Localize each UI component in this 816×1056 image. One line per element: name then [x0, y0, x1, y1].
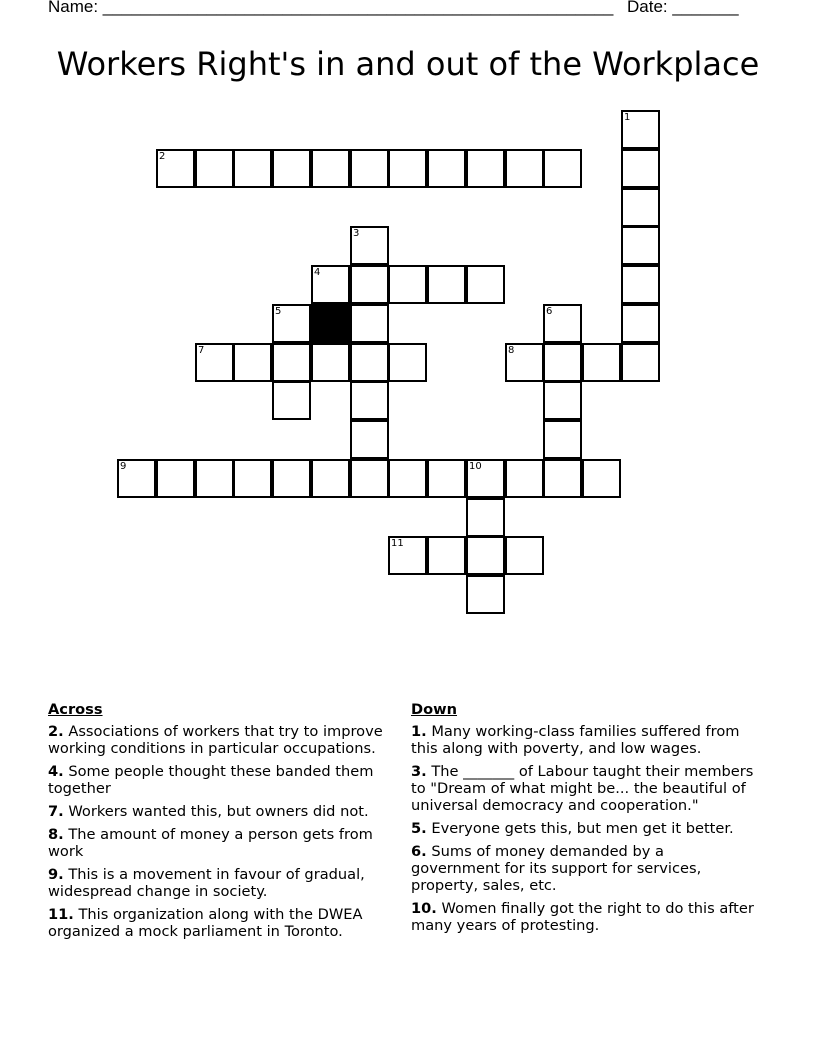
across-clues	[48, 701, 393, 946]
grid-cell[interactable]	[466, 498, 505, 537]
grid-cell[interactable]	[272, 149, 311, 188]
grid-cell[interactable]	[233, 459, 272, 498]
grid-cell[interactable]	[388, 343, 427, 382]
grid-cell[interactable]	[466, 265, 505, 304]
clue-number-label: 6	[546, 306, 553, 317]
down-clue	[411, 843, 756, 894]
clue-number: 4.	[48, 763, 64, 780]
grid-cell[interactable]	[543, 343, 582, 382]
clue-text: The amount of money a person gets from work	[48, 826, 373, 860]
grid-cell[interactable]	[621, 149, 660, 188]
grid-cell[interactable]	[427, 536, 466, 575]
grid-cell[interactable]	[350, 149, 389, 188]
grid-cell[interactable]	[466, 149, 505, 188]
grid-cell[interactable]	[466, 459, 505, 498]
grid-cell[interactable]	[350, 265, 389, 304]
grid-cell[interactable]	[543, 420, 582, 459]
grid-cell[interactable]	[582, 343, 621, 382]
clue-number: 3.	[411, 763, 427, 780]
grid-cell[interactable]	[543, 381, 582, 420]
grid-cell[interactable]	[621, 226, 660, 265]
grid-cell[interactable]	[156, 459, 195, 498]
clue-number: 9.	[48, 866, 64, 883]
down-clue	[411, 763, 756, 814]
grid-cell[interactable]	[195, 343, 234, 382]
grid-cell[interactable]	[156, 149, 195, 188]
clue-number-label: 2	[159, 151, 166, 162]
clue-number: 8.	[48, 826, 64, 843]
clue-text: Women finally got the right to do this after many years of protesting.	[411, 900, 754, 934]
clue-number-label: 8	[508, 345, 515, 356]
clue-number: 5.	[411, 820, 427, 837]
grid-cell[interactable]	[543, 149, 582, 188]
grid-cell[interactable]	[621, 343, 660, 382]
clue-number: 11.	[48, 906, 74, 923]
grid-cell[interactable]	[272, 343, 311, 382]
grid-cell[interactable]	[388, 265, 427, 304]
down-heading: Down	[411, 701, 458, 718]
grid-cell[interactable]	[388, 536, 427, 575]
name-field[interactable]: Name: ______________________________________________________	[48, 0, 614, 16]
grid-cell[interactable]	[505, 343, 544, 382]
clue-number-label: 4	[314, 267, 321, 278]
grid-cell[interactable]	[311, 149, 350, 188]
clue-number-label: 3	[353, 228, 360, 239]
grid-cell[interactable]	[621, 304, 660, 343]
clue-number-label: 7	[198, 345, 205, 356]
across-clue	[48, 803, 393, 820]
grid-cell[interactable]	[272, 459, 311, 498]
grid-cell[interactable]	[350, 304, 389, 343]
grid-cell[interactable]	[621, 188, 660, 227]
down-clue	[411, 820, 756, 837]
grid-cell[interactable]	[621, 265, 660, 304]
grid-cell[interactable]	[195, 459, 234, 498]
across-clue	[48, 866, 393, 900]
grid-cell[interactable]	[543, 304, 582, 343]
clue-text: Some people thought these banded them together	[48, 763, 374, 797]
black-cell	[311, 304, 350, 343]
down-clue	[411, 723, 756, 757]
clue-number: 1.	[411, 723, 427, 740]
down-clue-list	[411, 723, 756, 934]
grid-cell[interactable]	[350, 226, 389, 265]
across-clue	[48, 826, 393, 860]
clue-number-label: 5	[275, 306, 282, 317]
grid-cell[interactable]	[427, 265, 466, 304]
across-clue-list	[48, 723, 393, 940]
grid-cell[interactable]	[621, 110, 660, 149]
clue-number-label: 1	[624, 112, 631, 123]
grid-cell[interactable]	[505, 149, 544, 188]
clue-text: Workers wanted this, but owners did not.	[68, 803, 369, 820]
clue-text: The _______ of Labour taught their members to "Dream of what might be... the beautiful of universal democracy and cooperation."	[411, 763, 754, 814]
clue-text: Sums of money demanded by a government for its support for services, property, sales, etc.	[411, 843, 702, 894]
across-heading: Across	[48, 701, 103, 718]
clue-number: 6.	[411, 843, 427, 860]
grid-cell[interactable]	[272, 381, 311, 420]
clue-number: 2.	[48, 723, 64, 740]
grid-cell[interactable]	[233, 343, 272, 382]
grid-cell[interactable]	[582, 459, 621, 498]
clue-text: Many working-class families suffered from this along with poverty, and low wages.	[411, 723, 740, 757]
grid-cell[interactable]	[117, 459, 156, 498]
down-clues	[411, 701, 756, 940]
across-clue	[48, 723, 393, 757]
grid-cell[interactable]	[311, 459, 350, 498]
clue-text: Everyone gets this, but men get it better.	[431, 820, 734, 837]
date-field[interactable]: Date: _______	[627, 0, 739, 16]
grid-cell[interactable]	[427, 149, 466, 188]
grid-cell[interactable]	[350, 459, 389, 498]
grid-cell[interactable]	[466, 536, 505, 575]
clue-number-label: 10	[469, 461, 482, 472]
grid-cell[interactable]	[272, 304, 311, 343]
grid-cell[interactable]	[311, 343, 350, 382]
grid-cell[interactable]	[350, 343, 389, 382]
grid-cell[interactable]	[350, 420, 389, 459]
grid-cell[interactable]	[505, 536, 544, 575]
grid-cell[interactable]	[233, 149, 272, 188]
page-title: Workers Right's in and out of the Workplace	[56, 45, 760, 83]
clue-number-label: 11	[391, 538, 404, 549]
grid-cell[interactable]	[505, 459, 544, 498]
clue-number-label: 9	[120, 461, 127, 472]
clue-number: 7.	[48, 803, 64, 820]
clue-text: This is a movement in favour of gradual, widespread change in society.	[48, 866, 365, 900]
grid-cell[interactable]	[388, 459, 427, 498]
grid-cell[interactable]	[388, 149, 427, 188]
down-clue	[411, 900, 756, 934]
grid-cell[interactable]	[543, 459, 582, 498]
clue-text: This organization along with the DWEA organized a mock parliament in Toronto.	[48, 906, 363, 940]
grid-cell[interactable]	[195, 149, 234, 188]
grid-cell[interactable]	[466, 575, 505, 614]
grid-cell[interactable]	[350, 381, 389, 420]
clue-text: Associations of workers that try to improve working conditions in particular occupations.	[48, 723, 383, 757]
grid-cell[interactable]	[427, 459, 466, 498]
grid-cell[interactable]	[311, 265, 350, 304]
across-clue	[48, 906, 393, 940]
clue-number: 10.	[411, 900, 437, 917]
across-clue	[48, 763, 393, 797]
